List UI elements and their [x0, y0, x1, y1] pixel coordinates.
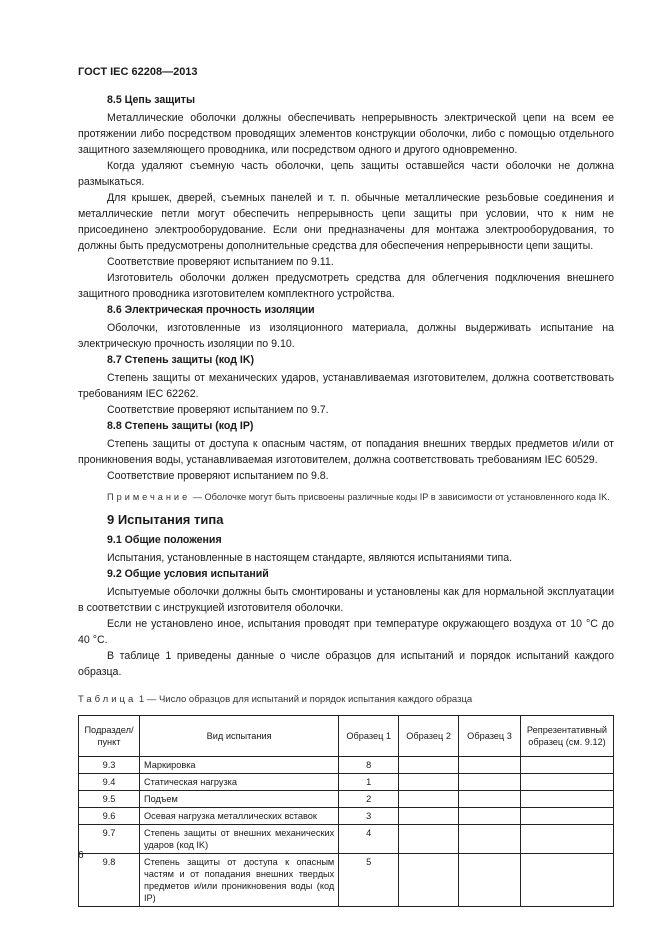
sample1-cell: 2 — [339, 791, 399, 808]
sample3-cell — [459, 854, 521, 907]
section-heading-8-8: 8.8 Степень защиты (код IP) — [107, 420, 254, 432]
table-row — [79, 825, 614, 854]
clause-cell: 9.6 — [79, 808, 140, 825]
table-row — [79, 808, 614, 825]
column-header: Образец 3 — [459, 716, 521, 757]
table-row — [79, 854, 614, 907]
test-cell: Статическая нагрузка — [139, 774, 338, 791]
representative-cell — [520, 825, 613, 854]
representative-cell — [520, 808, 613, 825]
test-cell: Подъем — [139, 791, 338, 808]
column-header: Вид испытания — [139, 716, 338, 757]
sample1-cell: 1 — [339, 774, 399, 791]
test-cell: Степень защиты от внешних механических ударов (код IK) — [139, 825, 338, 854]
sample3-cell — [459, 825, 521, 854]
sample2-cell — [399, 791, 459, 808]
table-caption-label: Таблица — [78, 694, 137, 705]
sample2-cell — [399, 808, 459, 825]
sample1-cell: 8 — [339, 757, 399, 774]
sample3-cell — [459, 791, 521, 808]
paragraph: Соответствие проверяют испытанием по 9.8. — [107, 470, 329, 482]
section-heading-8-5: 8.5 Цепь защиты — [107, 94, 195, 106]
table-row — [79, 791, 614, 808]
test-cell: Маркировка — [139, 757, 338, 774]
section-heading-9-1: 9.1 Общие положения — [107, 534, 222, 546]
section-heading-9: 9 Испытания типа — [107, 512, 224, 527]
note-text: — Оболочке могут быть присвоены различные коды IP в зависимости от установленного кода IK. — [190, 492, 610, 502]
paragraph: Соответствие проверяют испытанием по 9.7. — [107, 404, 329, 416]
table-caption — [78, 692, 614, 708]
paragraph: В таблице 1 приведены данные о числе образцов для испытаний и порядок испытаний каждого образца. — [78, 650, 614, 678]
clause-cell: 9.8 — [79, 854, 140, 907]
column-header: Репрезентативный образец (см. 9.12) — [520, 716, 613, 757]
paragraph: Если не установлено иное, испытания проводят при температуре окружающего воздуха от 10 °С до 40 °С. — [78, 618, 614, 646]
table-header-row — [79, 716, 614, 757]
sample2-cell — [399, 757, 459, 774]
paragraph: Соответствие проверяют испытанием по 9.11. — [107, 256, 334, 268]
clause-cell: 9.7 — [79, 825, 140, 854]
column-header: Подраздел/ пункт — [79, 716, 140, 757]
clause-cell: 9.3 — [79, 757, 140, 774]
sample1-cell: 4 — [339, 825, 399, 854]
representative-cell — [520, 791, 613, 808]
page-number: 6 — [78, 850, 84, 861]
section-heading-9-2: 9.2 Общие условия испытаний — [107, 568, 269, 580]
paragraph: Степень защиты от механических ударов, устанавливаемая изготовителем, должна соответствовать требованиям IEC 62262. — [78, 372, 614, 400]
table-row — [79, 774, 614, 791]
sample1-cell: 5 — [339, 854, 399, 907]
clause-cell: 9.5 — [79, 791, 140, 808]
representative-cell — [520, 774, 613, 791]
table-row — [79, 757, 614, 774]
paragraph: Для крышек, дверей, съемных панелей и т. п. обычные металлические резьбовые соединения и металлические петли могут обеспечить непрерывность цепи защиты при условии, что к ним не присоединено электрооборудование. Если они предназначены для монтажа электрооборудования, то должны быть предусмотрены дополнительные средства для обеспечения непрерывности цепи защиты. — [78, 192, 614, 252]
representative-cell — [520, 757, 613, 774]
paragraph: Изготовитель оболочки должен предусмотреть средства для облегчения подключения внешнего защитного проводника изготовителем комплектного устройства. — [78, 272, 614, 300]
sample2-cell — [399, 774, 459, 791]
samples-table — [78, 715, 614, 907]
column-header: Образец 2 — [399, 716, 459, 757]
paragraph: Когда удаляют съемную часть оболочки, цепь защиты оставшейся части оболочки не должна размыкаться. — [78, 160, 614, 188]
note — [78, 490, 614, 504]
page-content — [78, 92, 614, 907]
sample3-cell — [459, 808, 521, 825]
document-header: ГОСТ IEC 62208—2013 — [78, 66, 198, 78]
sample2-cell — [399, 854, 459, 907]
test-cell: Осевая нагрузка металлических вставок — [139, 808, 338, 825]
clause-cell: 9.4 — [79, 774, 140, 791]
representative-cell — [520, 854, 613, 907]
column-header: Образец 1 — [339, 716, 399, 757]
paragraph: Степень защиты от доступа к опасным частям, от попадания внешних твердых предметов и/или от проникновения воды, устанавливаемая изготовителем, должна соответствовать требованиям IEC 60529. — [78, 438, 614, 466]
paragraph: Испытания, установленные в настоящем стандарте, являются испытаниями типа. — [107, 552, 513, 564]
table-caption-text: 1 — Число образцов для испытаний и порядок испытания каждого образца — [136, 694, 473, 705]
sample1-cell: 3 — [339, 808, 399, 825]
section-heading-8-7: 8.7 Степень защиты (код IK) — [107, 354, 255, 366]
sample3-cell — [459, 774, 521, 791]
section-heading-8-6: 8.6 Электрическая прочность изоляции — [107, 304, 315, 316]
paragraph: Оболочки, изготовленные из изоляционного материала, должны выдерживать испытание на электрическую прочность изоляции по 9.10. — [78, 322, 614, 350]
note-label: Примечание — [107, 492, 191, 502]
test-cell: Степень защиты от доступа к опасным частям и от попадания внешних твердых предметов и/или проникновения воды (код IP) — [139, 854, 338, 907]
sample2-cell — [399, 825, 459, 854]
paragraph: Металлические оболочки должны обеспечивать непрерывность электрической цепи на всем ее протяжении либо посредством проводящих элементов конструкции оболочки, либо с помощью отдельного защитного заземляющего проводника, или посредством одного и другого одновременно. — [78, 112, 614, 156]
paragraph: Испытуемые оболочки должны быть смонтированы и установлены как для нормальной эксплуатации в соответствии с инструкцией изготовителя оболочки. — [78, 586, 614, 614]
sample3-cell — [459, 757, 521, 774]
